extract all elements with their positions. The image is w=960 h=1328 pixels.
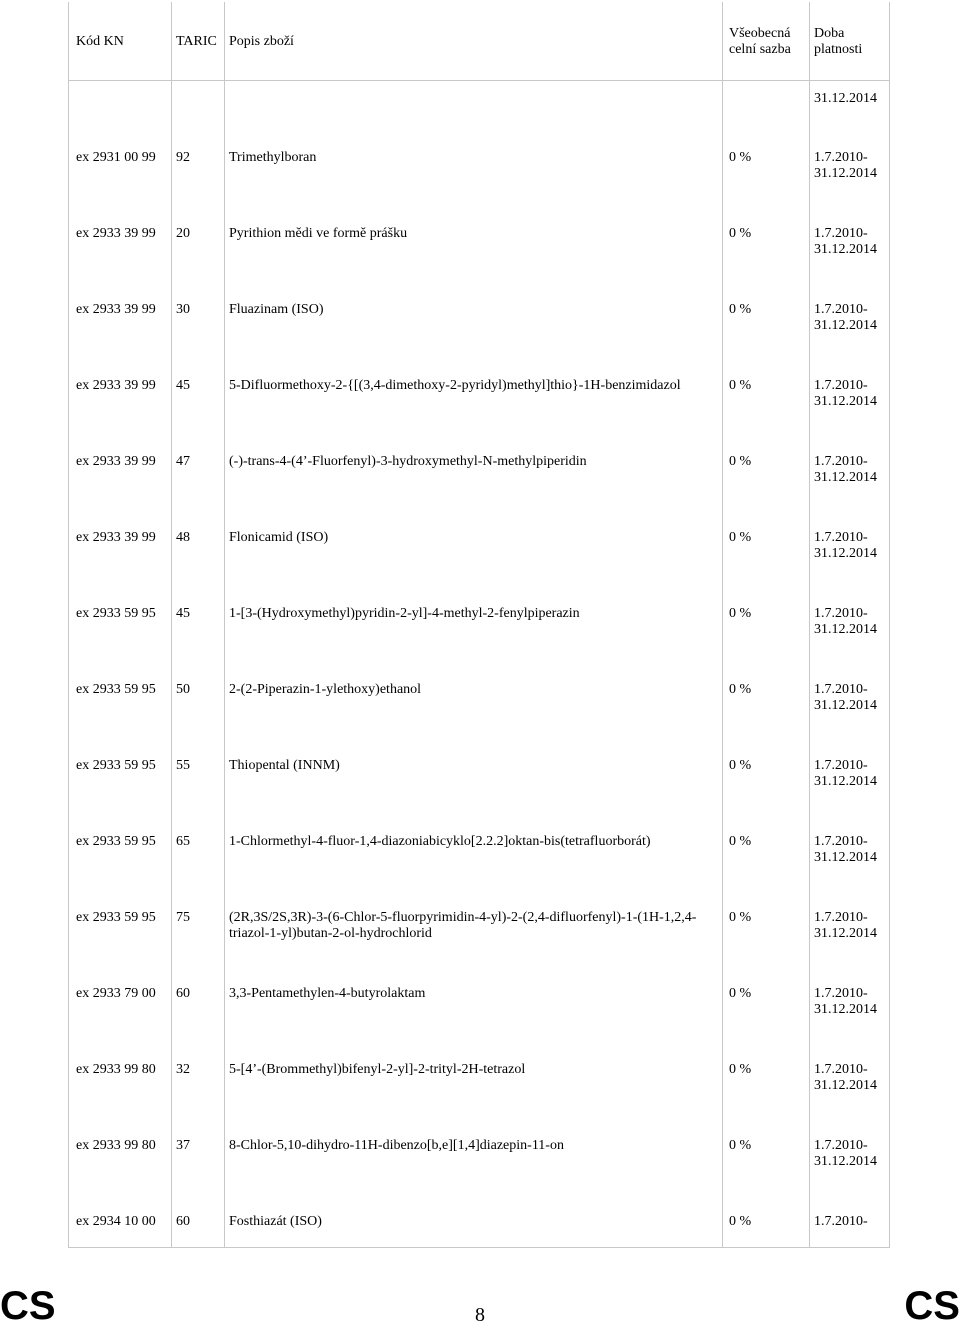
cell-kod-kn: ex 2933 59 95 bbox=[76, 910, 156, 925]
carryover-end-date: 31.12.2014 bbox=[814, 91, 877, 106]
cell-description: 3,3-Pentamethylen-4-butyrolaktam bbox=[229, 986, 426, 1001]
cell-valid-from: 1.7.2010- bbox=[814, 682, 868, 697]
cell-valid-from: 1.7.2010- bbox=[814, 834, 868, 849]
header-doba-line2: platnosti bbox=[814, 42, 863, 57]
table-row bbox=[69, 758, 889, 834]
cell-kod-kn: ex 2933 59 95 bbox=[76, 606, 156, 621]
cell-taric: 37 bbox=[176, 1138, 190, 1153]
header-sazba bbox=[729, 26, 791, 58]
cell-rate: 0 % bbox=[729, 530, 752, 545]
header-taric: TARIC bbox=[176, 34, 217, 49]
page-number: 8 bbox=[475, 1304, 485, 1326]
cell-kod-kn: ex 2933 99 80 bbox=[76, 1062, 156, 1077]
cell-rate: 0 % bbox=[729, 226, 752, 241]
cell-description: 8-Chlor-5,10-dihydro-11H-dibenzo[b,e][1,4]diazepin-11-on bbox=[229, 1138, 564, 1153]
header-doba bbox=[814, 26, 862, 58]
cell-kod-kn: ex 2933 39 99 bbox=[76, 454, 156, 469]
cell-description: Fosthiazát (ISO) bbox=[229, 1214, 322, 1229]
cell-valid-from: 1.7.2010- bbox=[814, 1138, 868, 1153]
cell-valid-to: 31.12.2014 bbox=[814, 1002, 877, 1017]
cell-valid-from: 1.7.2010- bbox=[814, 150, 868, 165]
cell-description: Flonicamid (ISO) bbox=[229, 530, 329, 545]
table-row bbox=[69, 226, 889, 302]
cell-taric: 32 bbox=[176, 1062, 190, 1077]
table-row bbox=[69, 1138, 889, 1214]
cell-rate: 0 % bbox=[729, 682, 752, 697]
cell-valid-from: 1.7.2010- bbox=[814, 606, 868, 621]
cell-rate: 0 % bbox=[729, 302, 752, 317]
cell-description: 2-(2-Piperazin-1-ylethoxy)ethanol bbox=[229, 682, 422, 697]
table-row bbox=[69, 454, 889, 530]
table-row bbox=[69, 378, 889, 454]
cell-valid-from: 1.7.2010- bbox=[814, 1214, 868, 1229]
cell-valid-to: 31.12.2014 bbox=[814, 242, 877, 257]
cell-rate: 0 % bbox=[729, 1214, 752, 1229]
cell-description: Thiopental (INNM) bbox=[229, 758, 340, 773]
cell-valid-from: 1.7.2010- bbox=[814, 454, 868, 469]
cell-taric: 45 bbox=[176, 606, 190, 621]
cell-description: Fluazinam (ISO) bbox=[229, 302, 324, 317]
cell-kod-kn: ex 2933 39 99 bbox=[76, 302, 156, 317]
header-sazba-line2: celní sazba bbox=[729, 42, 791, 57]
header-sazba-line1: Všeobecná bbox=[729, 26, 791, 41]
cell-description: 5-[4’-(Brommethyl)bifenyl-2-yl]-2-trityl-2H-tetrazol bbox=[229, 1062, 526, 1077]
cell-valid-from: 1.7.2010- bbox=[814, 302, 868, 317]
cell-taric: 55 bbox=[176, 758, 190, 773]
cell-taric: 45 bbox=[176, 378, 190, 393]
cell-description: 1-[3-(Hydroxymethyl)pyridin-2-yl]-4-methyl-2-fenylpiperazin bbox=[229, 606, 580, 621]
table-row bbox=[69, 150, 889, 226]
table-row bbox=[69, 1214, 889, 1290]
table-row bbox=[69, 682, 889, 758]
cell-valid-to: 31.12.2014 bbox=[814, 622, 877, 637]
cell-rate: 0 % bbox=[729, 1062, 752, 1077]
cell-taric: 60 bbox=[176, 1214, 190, 1229]
table-row bbox=[69, 1062, 889, 1138]
cell-rate: 0 % bbox=[729, 606, 752, 621]
cell-description: Pyrithion mědi ve formě prášku bbox=[229, 226, 408, 241]
cell-valid-to: 31.12.2014 bbox=[814, 166, 877, 181]
cell-description-cont: triazol-1-yl)butan-2-ol-hydrochlorid bbox=[229, 926, 432, 941]
cell-valid-from: 1.7.2010- bbox=[814, 378, 868, 393]
header-kod-kn: Kód KN bbox=[76, 34, 124, 49]
cell-kod-kn: ex 2933 39 99 bbox=[76, 530, 156, 545]
cell-taric: 30 bbox=[176, 302, 190, 317]
cell-taric: 92 bbox=[176, 150, 190, 165]
cell-description: 5-Difluormethoxy-2-{[(3,4-dimethoxy-2-pyridyl)methyl]thio}-1H-benzimidazol bbox=[229, 378, 681, 393]
cell-rate: 0 % bbox=[729, 910, 752, 925]
table-row bbox=[69, 986, 889, 1062]
cell-taric: 60 bbox=[176, 986, 190, 1001]
cell-kod-kn: ex 2933 39 99 bbox=[76, 378, 156, 393]
cell-kod-kn: ex 2933 79 00 bbox=[76, 986, 156, 1001]
cell-kod-kn: ex 2933 99 80 bbox=[76, 1138, 156, 1153]
cell-rate: 0 % bbox=[729, 150, 752, 165]
table-row bbox=[69, 910, 889, 986]
cell-taric: 50 bbox=[176, 682, 190, 697]
cell-taric: 65 bbox=[176, 834, 190, 849]
cell-description: Trimethylboran bbox=[229, 150, 317, 165]
cell-valid-to: 31.12.2014 bbox=[814, 698, 877, 713]
cell-kod-kn: ex 2933 59 95 bbox=[76, 758, 156, 773]
cell-rate: 0 % bbox=[729, 378, 752, 393]
table-row bbox=[69, 302, 889, 378]
header-doba-line1: Doba bbox=[814, 26, 845, 41]
cell-kod-kn: ex 2933 59 95 bbox=[76, 834, 156, 849]
cell-valid-from: 1.7.2010- bbox=[814, 226, 868, 241]
cell-valid-to: 31.12.2014 bbox=[814, 926, 877, 941]
header-popis: Popis zboží bbox=[229, 34, 294, 49]
cell-valid-to: 31.12.2014 bbox=[814, 1154, 877, 1169]
tariff-table bbox=[68, 2, 890, 1248]
cell-description: (2R,3S/2S,3R)-3-(6-Chlor-5-fluorpyrimidin-4-yl)-2-(2,4-difluorfenyl)-1-(1H-1,2,4- bbox=[229, 910, 697, 925]
cell-valid-from: 1.7.2010- bbox=[814, 530, 868, 545]
cell-rate: 0 % bbox=[729, 834, 752, 849]
cell-kod-kn: ex 2934 10 00 bbox=[76, 1214, 156, 1229]
cell-valid-from: 1.7.2010- bbox=[814, 986, 868, 1001]
cell-valid-from: 1.7.2010- bbox=[814, 1062, 868, 1077]
cell-description: (-)-trans-4-(4’-Fluorfenyl)-3-hydroxymethyl-N-methylpiperidin bbox=[229, 454, 587, 469]
cell-rate: 0 % bbox=[729, 1138, 752, 1153]
cell-valid-to: 31.12.2014 bbox=[814, 850, 877, 865]
cell-kod-kn: ex 2933 39 99 bbox=[76, 226, 156, 241]
cell-valid-to: 31.12.2014 bbox=[814, 470, 877, 485]
cell-taric: 75 bbox=[176, 910, 190, 925]
table-row bbox=[69, 606, 889, 682]
cell-valid-to: 31.12.2014 bbox=[814, 318, 877, 333]
cell-description: 1-Chlormethyl-4-fluor-1,4-diazoniabicyklo[2.2.2]oktan-bis(tetrafluorborát) bbox=[229, 834, 651, 849]
footer-language-left: CS bbox=[0, 1284, 56, 1328]
cell-valid-from: 1.7.2010- bbox=[814, 910, 868, 925]
cell-rate: 0 % bbox=[729, 758, 752, 773]
header-divider bbox=[69, 80, 889, 81]
footer-language-right: CS bbox=[904, 1284, 960, 1328]
cell-kod-kn: ex 2933 59 95 bbox=[76, 682, 156, 697]
cell-taric: 20 bbox=[176, 226, 190, 241]
cell-valid-from: 1.7.2010- bbox=[814, 758, 868, 773]
cell-taric: 47 bbox=[176, 454, 190, 469]
table-row bbox=[69, 834, 889, 910]
cell-rate: 0 % bbox=[729, 454, 752, 469]
cell-valid-to: 31.12.2014 bbox=[814, 394, 877, 409]
cell-kod-kn: ex 2931 00 99 bbox=[76, 150, 156, 165]
cell-valid-to: 31.12.2014 bbox=[814, 774, 877, 789]
cell-valid-to: 31.12.2014 bbox=[814, 546, 877, 561]
table-row bbox=[69, 530, 889, 606]
cell-valid-to: 31.12.2014 bbox=[814, 1078, 877, 1093]
cell-taric: 48 bbox=[176, 530, 190, 545]
cell-rate: 0 % bbox=[729, 986, 752, 1001]
